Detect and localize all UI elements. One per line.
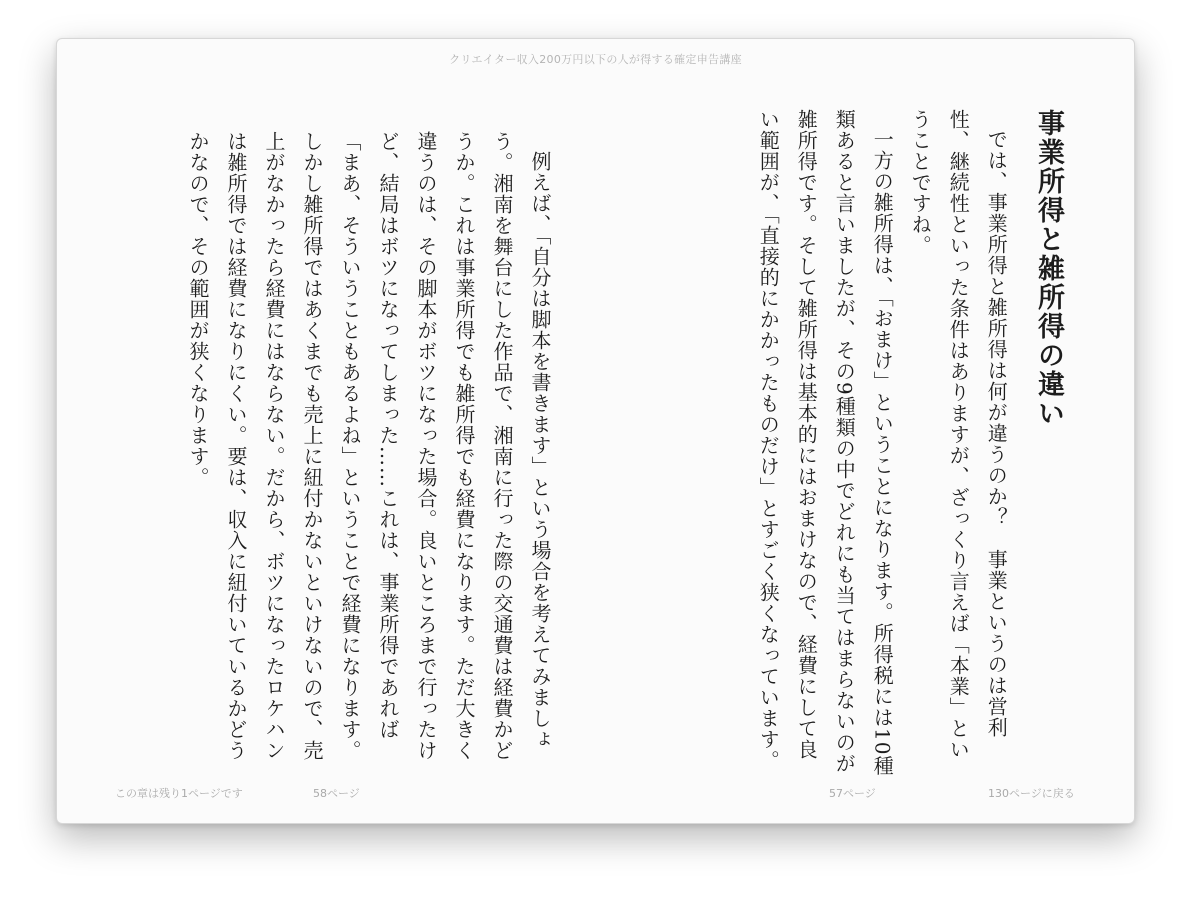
- back-to-page-link[interactable]: 130ページに戻る: [988, 787, 1075, 800]
- left-page-text: [149, 109, 559, 779]
- left-paragraph-1: 例えば、「自分は脚本を書きます」という場合を考えてみましょう。湘南を舞台にした作品で、湘南に行った際の交通費は経費かどうか。これは事業所得でも雑所得でも経費になります。ただ大きく違うのは、その脚本がボツになった場合。良いところまで行ったけど、結局はボツになってしまった……これは、事業所得であれば「まあ、そういうこともあるよね」ということで経費になります。しかし雑所得ではあくまでも売上に紐付かないといけないので、売上がなかったら経費にはならない。だから、ボツになったロケハンは雑所得では経費になりにくい。要は、収入に紐付いているかどうかなので、その範囲が狭くなります。: [186, 131, 552, 761]
- section-heading: 事業所得と雑所得の違い: [1033, 109, 1064, 428]
- right-page-number: 57ページ: [829, 787, 876, 800]
- right-paragraph-2: 一方の雑所得は、「おまけ」ということになります。所得税には10種類あると言いましたが、その9種類の中でどれにも当てはまらないのが雑所得です。そして雑所得は基本的にはおまけなので、経費にして良い範囲が、「直接的にかかったものだけ」とすごく狭くなっています。: [756, 109, 895, 777]
- right-page-text: [685, 109, 1065, 779]
- reader-window: [56, 38, 1135, 824]
- chapter-remaining-label: この章は残り1ページです: [115, 787, 243, 800]
- left-page-number: 58ページ: [313, 787, 360, 800]
- right-paragraph-1: では、事業所得と雑所得は何が違うのか？ 事業というのは営利性、継続性といった条件はありますが、ざっくり言えば「本業」ということですね。: [908, 109, 1009, 760]
- book-title: クリエイター収入200万円以下の人が得する確定申告講座: [449, 53, 742, 66]
